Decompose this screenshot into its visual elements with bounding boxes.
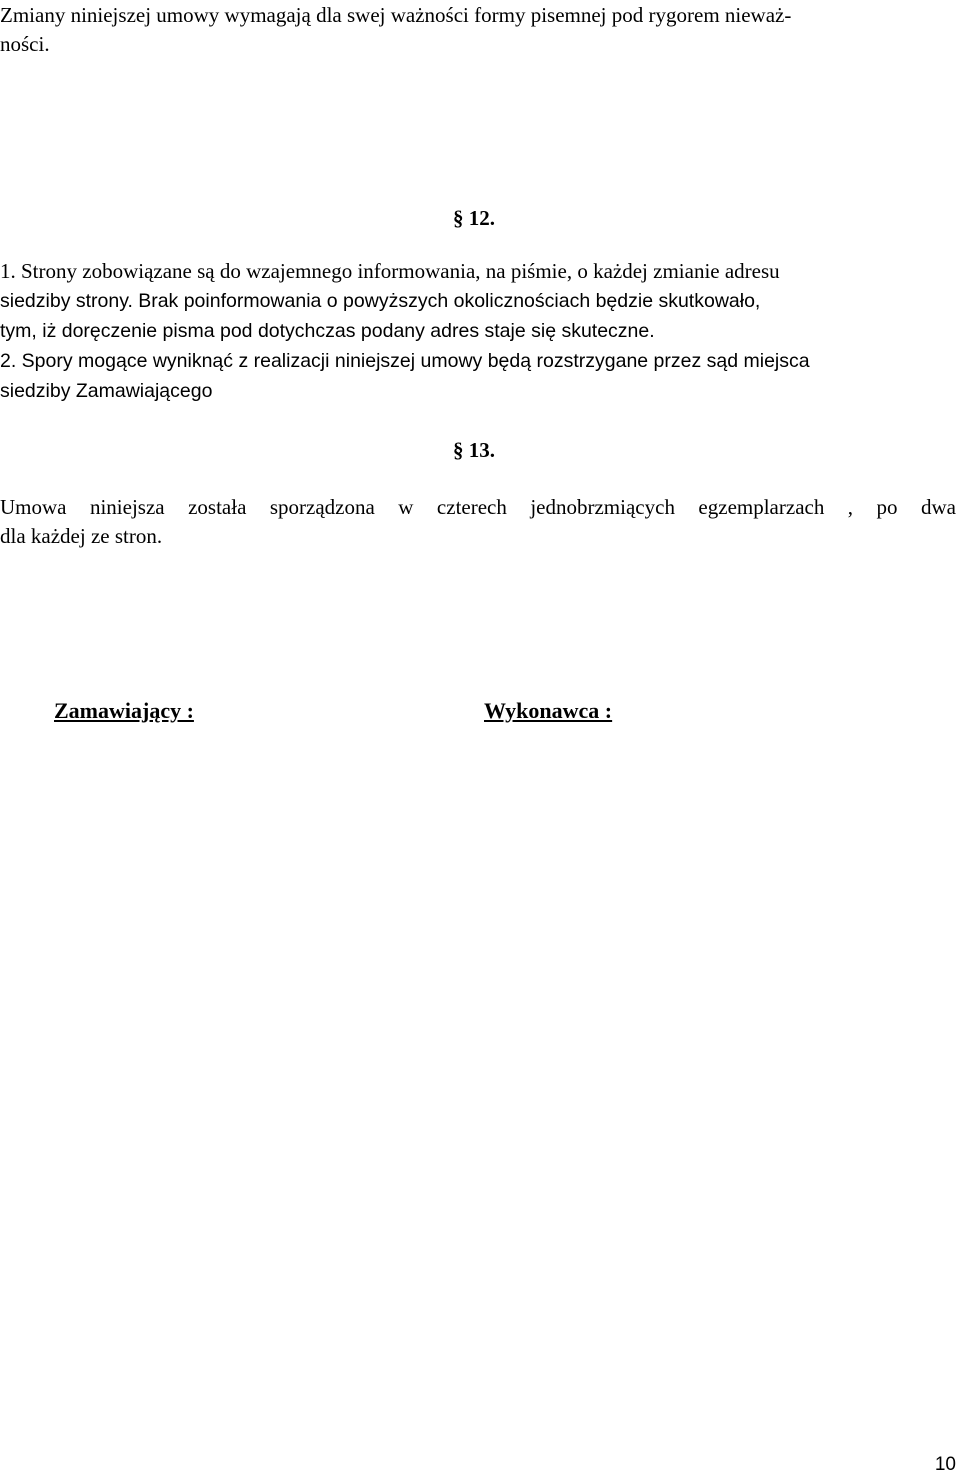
section-12-paragraph-1-line-2-start: siedziby strony. (0, 290, 133, 312)
signature-client-label: Zamawiający : (54, 698, 194, 723)
intro-line-2: ności. (0, 32, 50, 56)
section-12-paragraph-2-line-1: 2. Spory mogące wyniknąć z realizacji niniejszej umowy będą rozstrzygane przez sąd miejsca (0, 350, 810, 372)
page-number: 10 (934, 1454, 956, 1475)
section-12-paragraph-1-line-3: tym, iż doręczenie pisma pod dotychczas podany adres staje się skuteczne. (0, 320, 655, 342)
section-13-heading: § 13. (453, 438, 495, 462)
section-12-heading: § 12. (453, 206, 495, 230)
section-12-paragraph-2-line-2: siedziby Zamawiającego (0, 380, 213, 402)
section-13-line-2: dla każdej ze stron. (0, 524, 163, 548)
intro-line-1: Zmiany niniejszej umowy wymagają dla swej ważności formy pisemnej pod rygorem nieważ- (0, 3, 792, 27)
section-12-paragraph-1-line-1: 1. Strony zobowiązane są do wzajemnego informowania, na piśmie, o każdej zmianie adresu (0, 259, 780, 283)
section-12-paragraph-1-line-2-end: Brak poinformowania o powyższych okolicznościach będzie skutkowało, (138, 290, 761, 312)
signature-contractor-label: Wykonawca : (484, 698, 613, 723)
section-13-line-1: Umowa niniejsza została sporządzona w czterech jednobrzmiących egzemplarzach , po dwa (0, 495, 956, 519)
section-12-paragraph-1-line-2 (0, 287, 760, 315)
